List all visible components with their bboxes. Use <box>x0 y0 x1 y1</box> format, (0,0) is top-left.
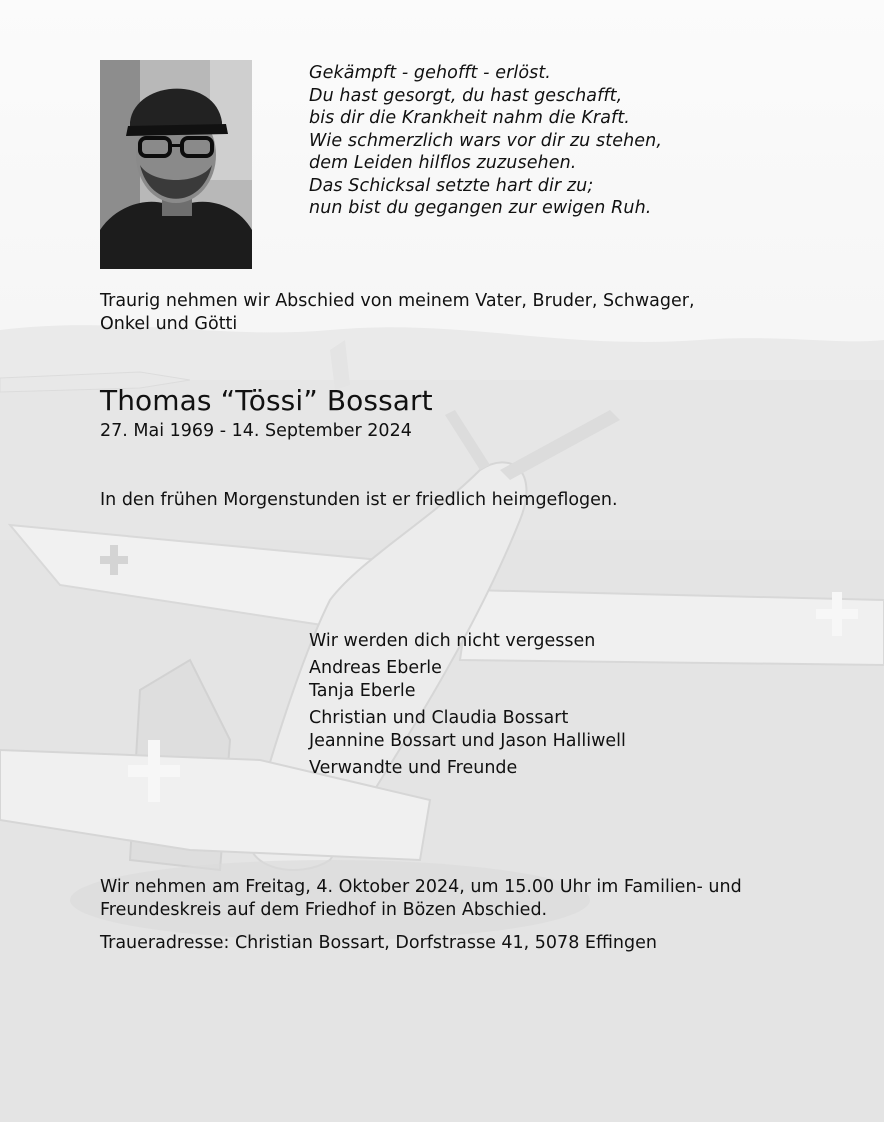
poem-line: bis dir die Krankheit nahm die Kraft. <box>309 108 630 128</box>
mourner-name: Tanja Eberle <box>309 681 416 701</box>
memorial-poem <box>309 62 829 220</box>
poem-line: nun bist du gegangen zur ewigen Ruh. <box>309 198 652 218</box>
poem-line: Das Schicksal setzte hart dir zu; <box>309 175 594 196</box>
mourner-name: Jeannine Bossart und Jason Halliwell <box>309 731 626 751</box>
mourner-name: Andreas Eberle <box>309 658 442 678</box>
poem-line: Gekämpft - gehofft - erlöst. <box>309 63 551 83</box>
poem-line: Wie schmerzlich wars vor dir zu stehen, <box>309 130 662 151</box>
funeral-line2: Freundeskreis auf dem Friedhof in Bözen Abschied. <box>100 900 548 920</box>
funeral-line1: Wir nehmen am Freitag, 4. Oktober 2024, um 15.00 Uhr im Familien- und <box>100 877 742 897</box>
portrait-photo <box>100 60 252 269</box>
funeral-details <box>100 876 800 922</box>
mourners-heading: Wir werden dich nicht vergessen <box>309 631 596 651</box>
mourning-address: Traueradresse: Christian Bossart, Dorfstrasse 41, 5078 Effingen <box>100 933 657 953</box>
farewell-intro <box>100 290 780 336</box>
farewell-intro-line2: Onkel und Götti <box>100 314 238 334</box>
poem-line: dem Leiden hilflos zuzusehen. <box>309 153 577 173</box>
mourners-list <box>309 630 626 784</box>
poem-line: Du hast gesorgt, du hast geschafft, <box>309 85 623 106</box>
mourner-name: Christian und Claudia Bossart <box>309 708 569 728</box>
farewell-intro-line1: Traurig nehmen wir Abschied von meinem Vater, Bruder, Schwager, <box>100 291 695 311</box>
deceased-name: Thomas “Tössi” Bossart <box>100 384 433 417</box>
mourner-name: Verwandte und Freunde <box>309 758 518 778</box>
passing-note: In den frühen Morgenstunden ist er friedlich heimgeflogen. <box>100 490 618 510</box>
life-dates: 27. Mai 1969 - 14. September 2024 <box>100 421 412 441</box>
